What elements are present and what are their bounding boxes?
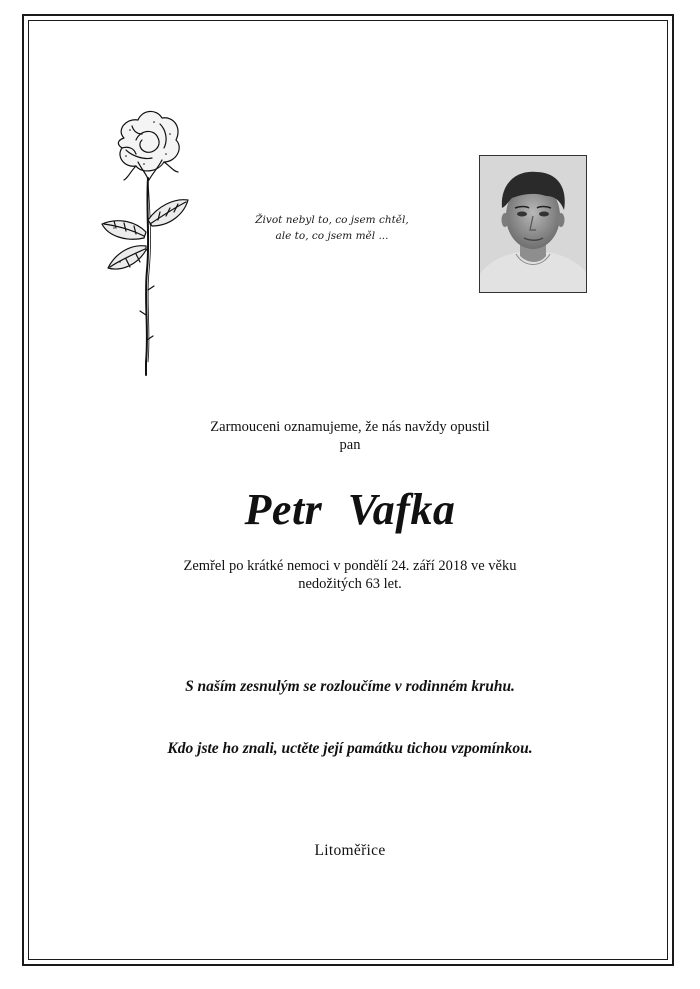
quote-line-1: Život nebyl to, co jsem chtěl, (255, 214, 409, 226)
town-name: Litoměřice (314, 842, 386, 859)
portrait-photo (479, 155, 587, 293)
farewell-text: S naším zesnulým se rozloučíme v rodinném kruhu. (185, 678, 515, 695)
remembrance-text: Kdo jste ho znali, uctěte její památku tichou vzpomínkou. (167, 740, 533, 757)
rose-icon (96, 100, 196, 380)
announcement-line-2: pan (339, 437, 361, 453)
death-notice (40, 557, 660, 593)
death-notice-line-1: Zemřel po krátké nemoci v pondělí 24. září 2018 ve věku (183, 558, 517, 574)
quote (232, 212, 432, 244)
quote-line-2: ale to, co jsem měl ... (275, 230, 389, 242)
deceased-name: Petr Vafka (244, 485, 456, 534)
announcement-line-1: Zarmouceni oznamujeme, že nás navždy opustil (210, 419, 490, 435)
announcement (40, 418, 660, 454)
death-notice-line-2: nedožitých 63 let. (298, 576, 402, 592)
